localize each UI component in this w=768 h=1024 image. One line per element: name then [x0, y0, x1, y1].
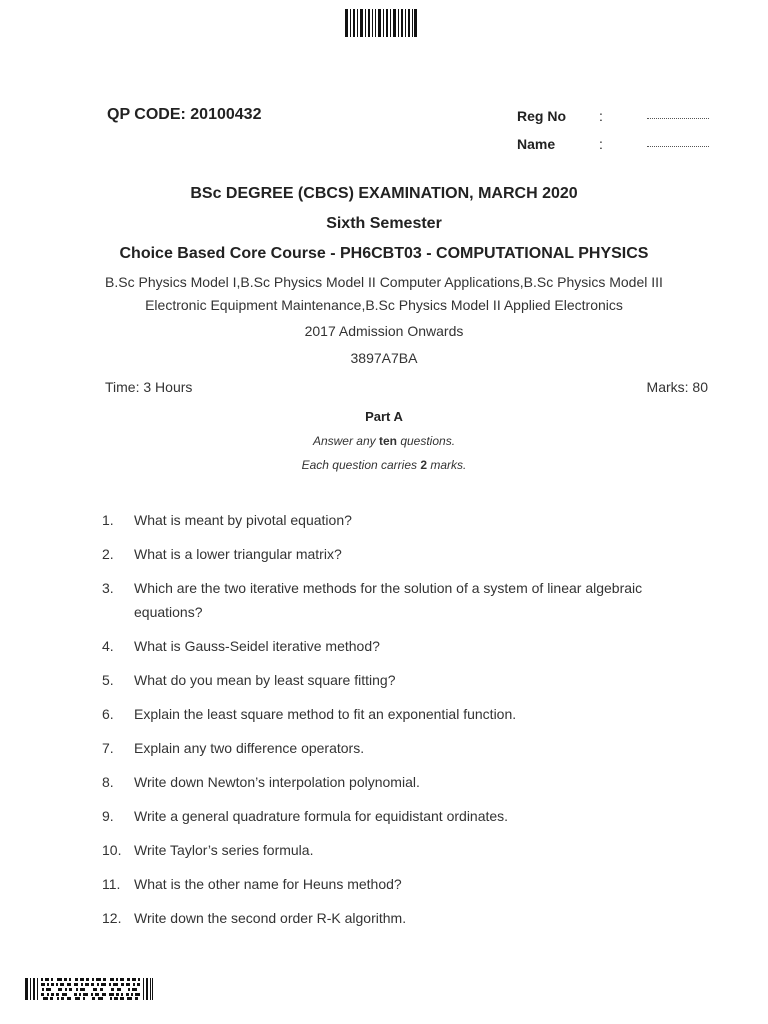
question-number: 7. — [102, 740, 114, 756]
name-field — [647, 146, 709, 147]
marks-label: Marks: 80 — [646, 379, 708, 395]
paper-code: 3897A7BA — [350, 350, 418, 366]
question-item — [102, 872, 702, 896]
question-number: 10. — [102, 842, 122, 858]
question-number: 9. — [102, 808, 114, 824]
name-colon: : — [599, 136, 603, 152]
instruction-answer: Answer any ten questions. — [312, 434, 456, 448]
question-item — [102, 668, 702, 692]
question-item — [102, 576, 702, 624]
question-text: What is Gauss-Seidel iterative method? — [134, 638, 380, 654]
reg-no-colon: : — [599, 108, 603, 124]
part-title: Part A — [365, 409, 403, 424]
question-number: 5. — [102, 672, 114, 688]
question-number: 8. — [102, 774, 114, 790]
question-text: Write down the second order R-K algorithm. — [134, 910, 407, 926]
semester-title: Sixth Semester — [326, 215, 442, 232]
question-text: Which are the two iterative methods for the solution of a system of linear algebraic equations? — [134, 580, 643, 620]
question-item — [102, 702, 702, 726]
question-text: What is a lower triangular matrix? — [134, 546, 342, 562]
qp-code: QP CODE: 20100432 — [107, 106, 262, 123]
instruction-marks: Each question carries 2 marks. — [301, 458, 467, 472]
question-text: Explain the least square method to fit an exponential function. — [134, 706, 517, 722]
question-item — [102, 542, 702, 566]
question-number: 1. — [102, 512, 114, 528]
question-item — [102, 634, 702, 658]
time-label: Time: 3 Hours — [105, 379, 193, 395]
barcode-top — [345, 9, 417, 37]
programs-line-1: B.Sc Physics Model I,B.Sc Physics Model II Computer Applications,B.Sc Physics Model III — [105, 274, 663, 290]
reg-no-label: Reg No — [517, 108, 566, 124]
course-title: Choice Based Core Course - PH6CBT03 - COMPUTATIONAL PHYSICS — [119, 245, 649, 262]
question-text: What do you mean by least square fitting? — [134, 672, 396, 688]
question-list — [102, 508, 702, 940]
question-number: 6. — [102, 706, 114, 722]
question-item — [102, 508, 702, 532]
question-number: 12. — [102, 910, 122, 926]
reg-no-field — [647, 118, 709, 119]
question-number: 4. — [102, 638, 114, 654]
question-item — [102, 906, 702, 930]
question-item — [102, 838, 702, 862]
programs-line-2: Electronic Equipment Maintenance,B.Sc Physics Model II Applied Electronics — [145, 297, 623, 313]
question-text: Write a general quadrature formula for equidistant ordinates. — [134, 808, 509, 824]
question-number: 2. — [102, 546, 114, 562]
question-text: What is the other name for Heuns method? — [134, 876, 402, 892]
exam-title: BSc DEGREE (CBCS) EXAMINATION, MARCH 2020 — [190, 185, 578, 202]
name-label: Name — [517, 136, 556, 152]
question-number: 3. — [102, 580, 114, 596]
admission-text: 2017 Admission Onwards — [304, 323, 464, 339]
question-text: Explain any two difference operators. — [134, 740, 365, 756]
question-item — [102, 770, 702, 794]
barcode-bottom — [25, 978, 153, 1000]
question-text: What is meant by pivotal equation? — [134, 512, 352, 528]
question-item — [102, 736, 702, 760]
question-item — [102, 804, 702, 828]
question-text: Write Taylor’s series formula. — [134, 842, 314, 858]
question-text: Write down Newton’s interpolation polynomial. — [134, 774, 420, 790]
question-number: 11. — [102, 876, 121, 892]
